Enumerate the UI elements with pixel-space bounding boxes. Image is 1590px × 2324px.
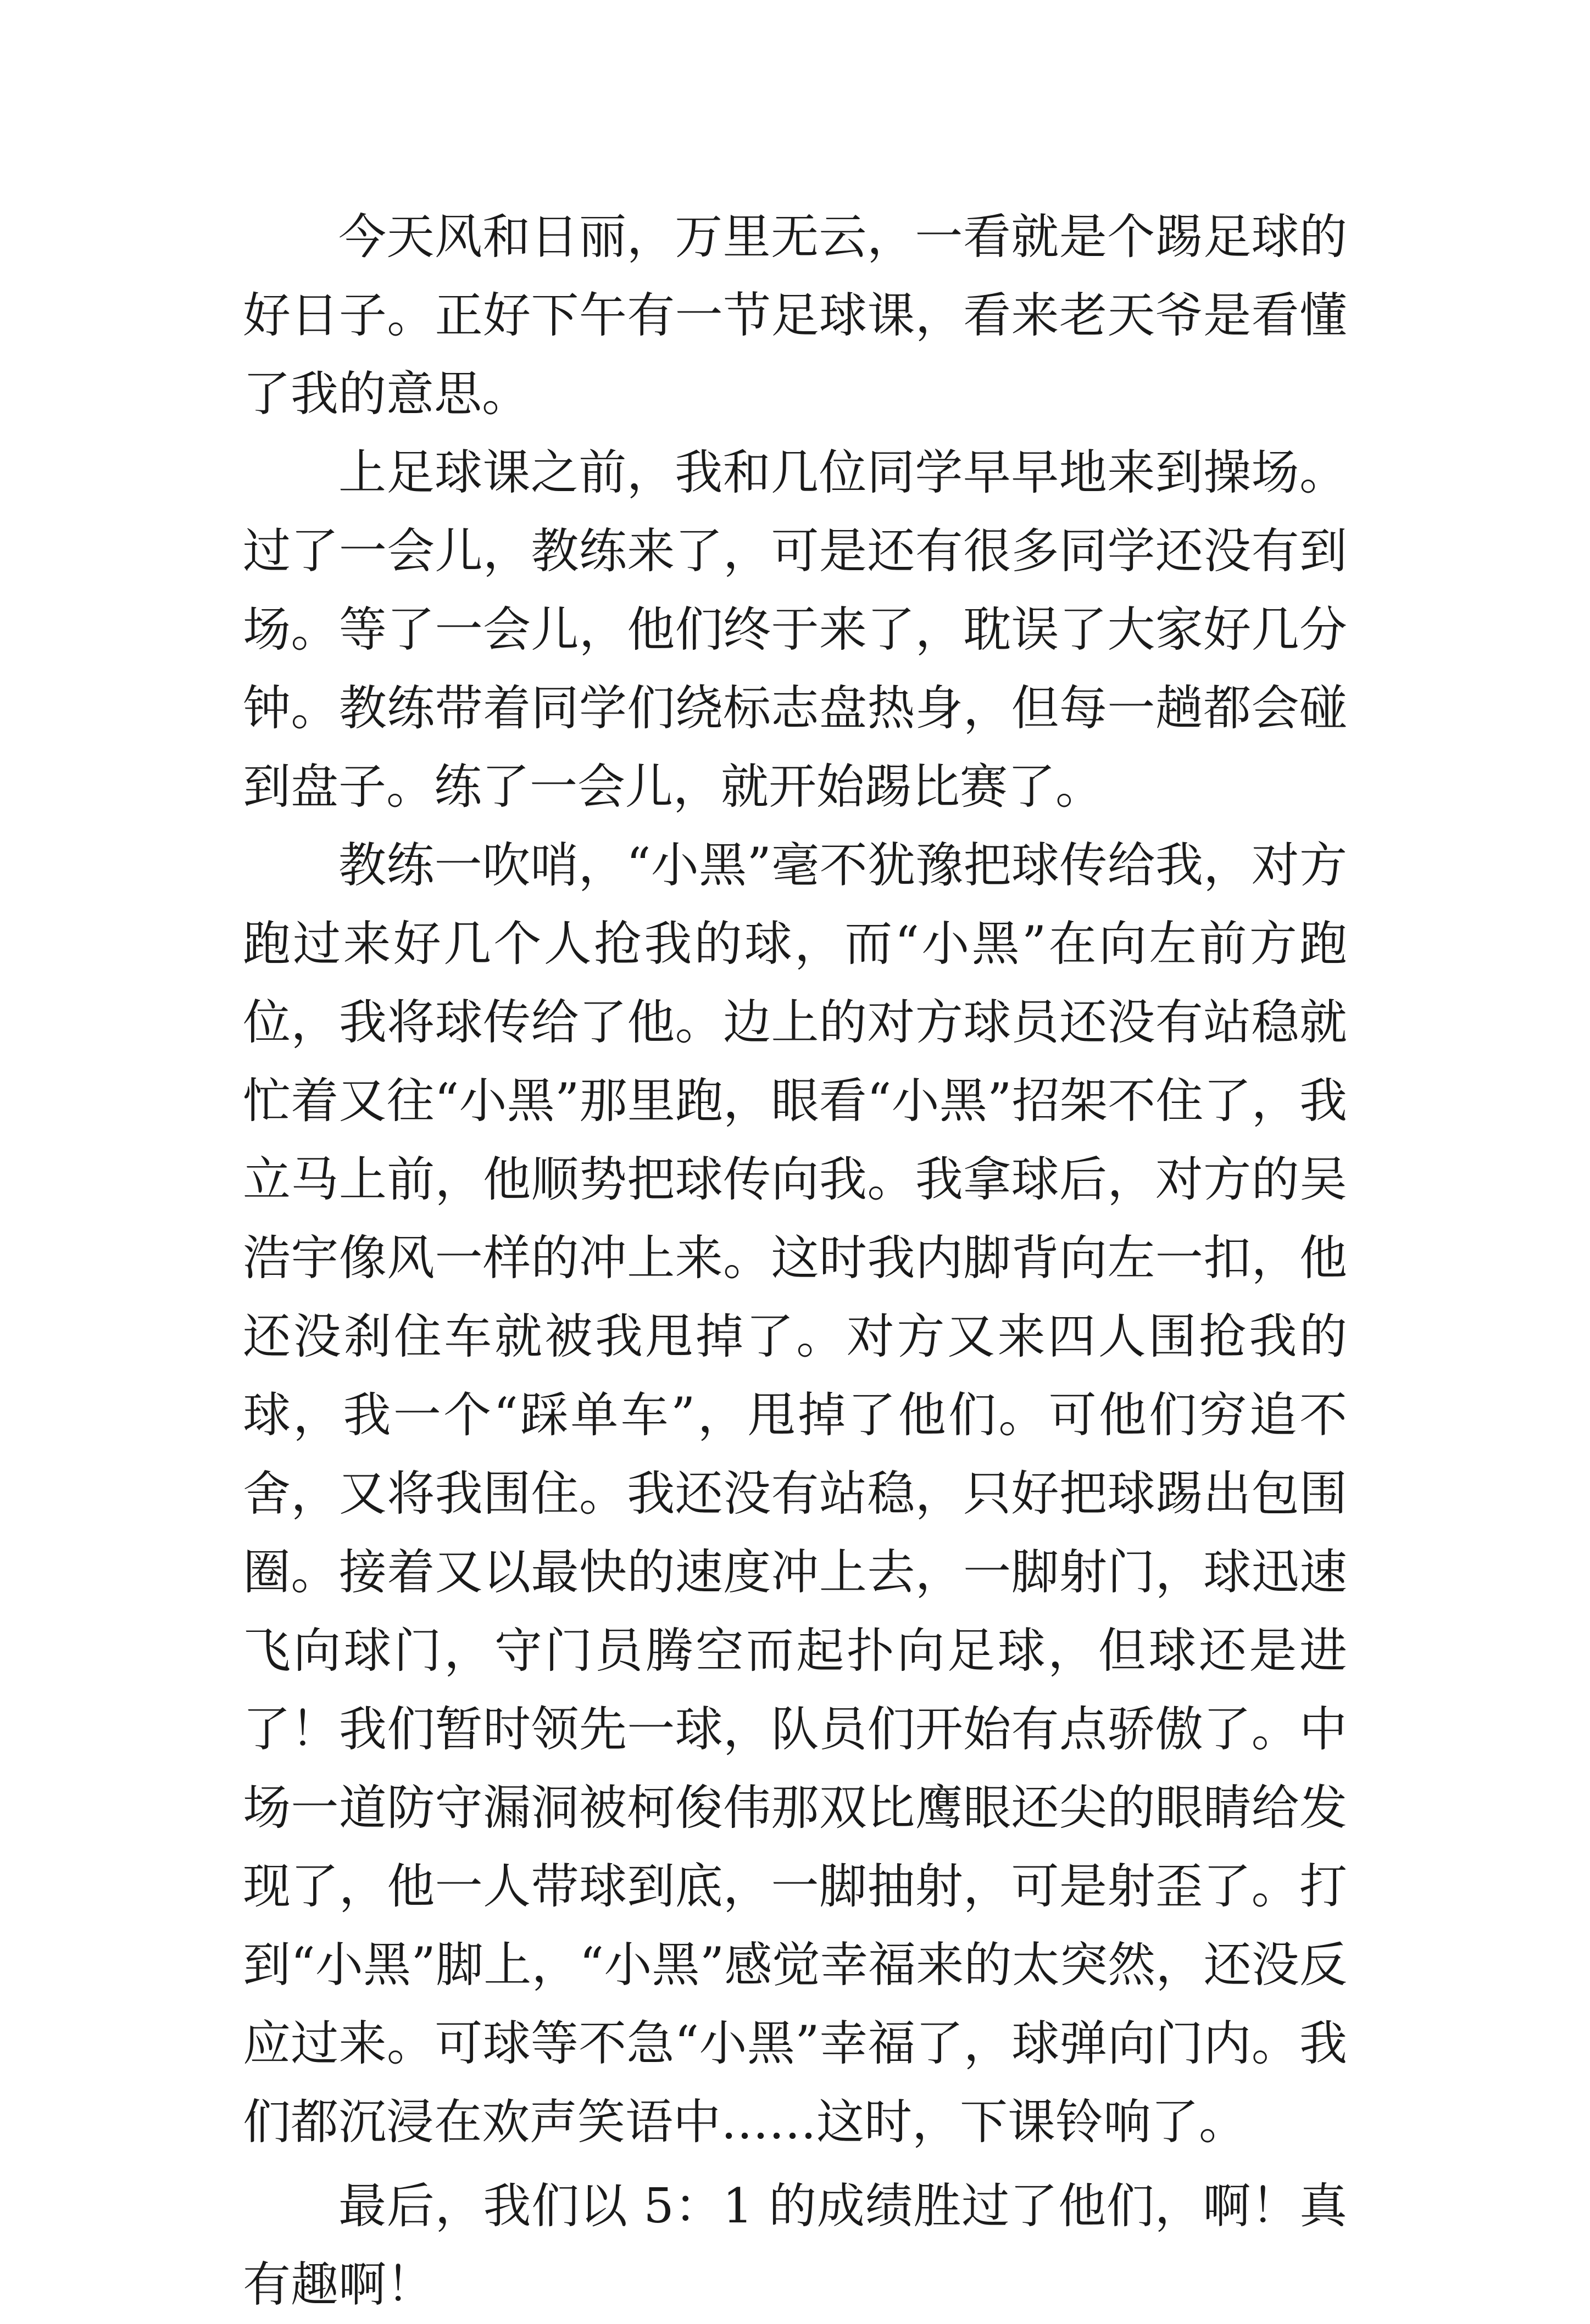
document-body [243,198,1347,2324]
paragraph-3: 教练一吹哨，“小黑”毫不犹豫把球传给我，对方跑过来好几个人抢我的球，而“小黑”在向左前方跑位，我将球传给了他。边上的对方球员还没有站稳就忙着又往“小黑”那里跑，眼看“小黑”招架不住了，我立马上前，他顺势把球传向我。我拿球后，对方的吴浩宇像风一样的冲上来。这时我内脚背向左一扣，他还没刹住车就被我甩掉了。对方又来四人围抢我的球，我一个“踩单车”，甩掉了他们。可他们穷追不舍，又将我围住。我还没有站稳，只好把球踢出包围圈。接着又以最快的速度冲上去，一脚射门，球迅速飞向球门，守门员腾空而起扑向足球，但球还是进了！我们暂时领先一球，队员们开始有点骄傲了。中场一道防守漏洞被柯俊伟那双比鹰眼还尖的眼睛给发现了，他一人带球到底，一脚抽射，可是射歪了。打到“小黑”脚上，“小黑”感觉幸福来的太突然，还没反应过来。可球等不急“小黑”幸福了，球弹向门内。我们都沉浸在欢声笑语中……这时，下课铃响了。 [243,837,1347,2150]
paragraph-2: 上足球课之前，我和几位同学早早地来到操场。过了一会儿，教练来了，可是还有很多同学还没有到场。等了一会儿，他们终于来了，耽误了大家好几分钟。教练带着同学们绕标志盘热身，但每一趟都会碰到盘子。练了一会儿，就开始踢比赛了。 [243,444,1347,815]
paragraph-4: 最后，我们以 5：1 的成绩胜过了他们，啊！真有趣啊！ [243,2178,1347,2312]
paragraph-1: 今天风和日丽，万里无云，一看就是个踢足球的好日子。正好下午有一节足球课，看来老天爷是看懂了我的意思。 [243,209,1347,422]
